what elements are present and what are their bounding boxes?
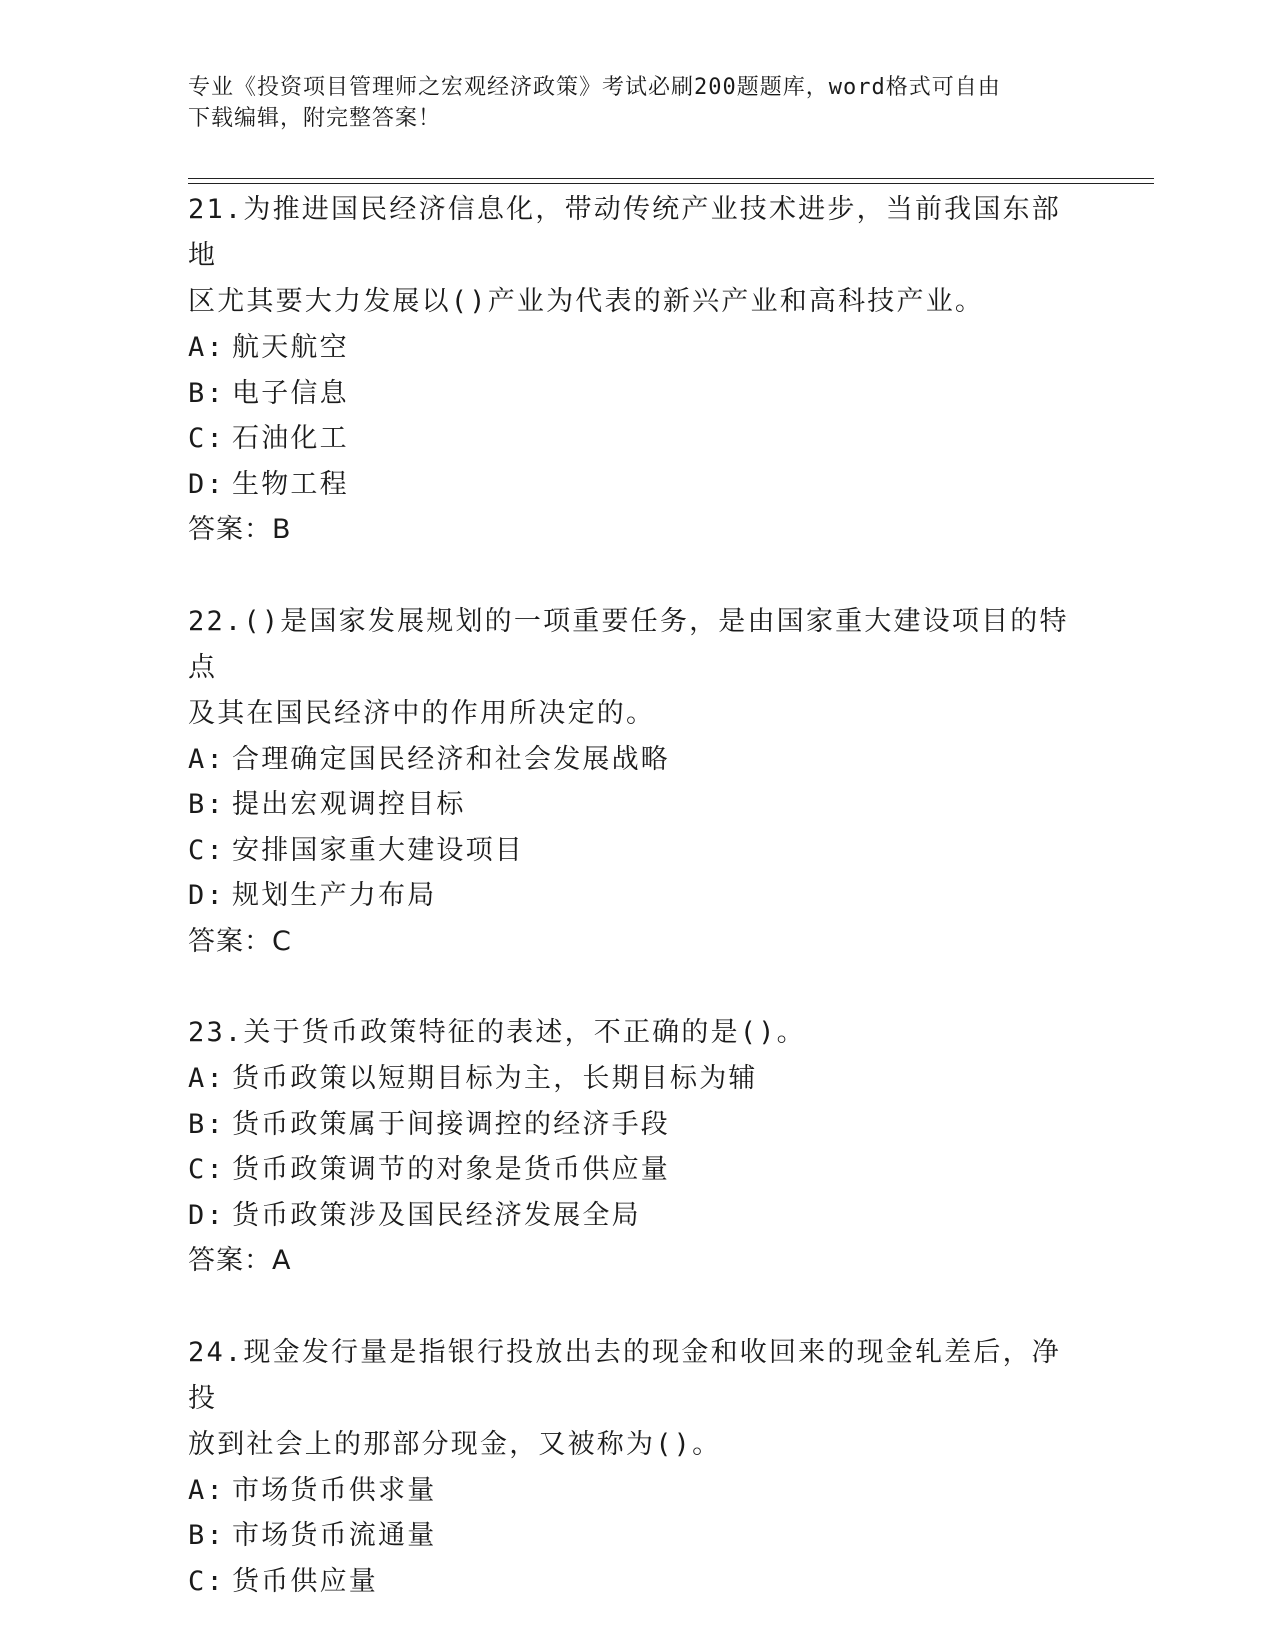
option-letter: D: bbox=[188, 468, 225, 500]
option-text: 货币供应量 bbox=[232, 1565, 378, 1597]
question-stem bbox=[188, 599, 1088, 737]
option-text: 电子信息 bbox=[232, 377, 349, 409]
question-stem-line: 区尤其要大力发展以()产业为代表的新兴产业和高科技产业。 bbox=[188, 286, 985, 317]
answer-line: 答案：C bbox=[188, 925, 292, 957]
option-c bbox=[188, 828, 1088, 874]
option-text: 安排国家重大建设项目 bbox=[232, 834, 524, 866]
question-stem bbox=[188, 187, 1088, 325]
option-c bbox=[188, 416, 1088, 462]
option-text: 石油化工 bbox=[232, 423, 349, 454]
option-letter: D: bbox=[188, 880, 225, 911]
option-text: 生物工程 bbox=[232, 468, 349, 500]
option-c bbox=[188, 1147, 1088, 1193]
option-letter: D: bbox=[188, 1199, 225, 1231]
question-stem-line: 放到社会上的那部分现金，又被称为()。 bbox=[188, 1428, 722, 1460]
option-text: 货币政策属于间接调控的经济手段 bbox=[232, 1108, 670, 1140]
question-22 bbox=[188, 599, 1088, 965]
option-letter: B: bbox=[188, 789, 225, 820]
option-a bbox=[188, 737, 1088, 783]
option-b bbox=[188, 371, 1088, 417]
option-letter: A: bbox=[188, 332, 225, 363]
option-letter: C: bbox=[188, 834, 225, 866]
option-text: 提出宏观调控目标 bbox=[232, 789, 466, 820]
answer-line: 答案：A bbox=[188, 1245, 292, 1276]
question-stem-line: 22.()是国家发展规划的一项重要任务，是由国家重大建设项目的特点 bbox=[188, 605, 1069, 683]
option-letter: C: bbox=[188, 1154, 225, 1185]
header-line-2: 下载编辑，附完整答案！ bbox=[188, 106, 442, 131]
option-a bbox=[188, 1056, 1088, 1102]
header-line-1: 专业《投资项目管理师之宏观经济政策》考试必刷200题题库，word格式可自由 bbox=[188, 75, 1001, 100]
option-letter: A: bbox=[188, 1063, 225, 1094]
option-a bbox=[188, 325, 1088, 371]
header-divider-bottom bbox=[188, 183, 1154, 184]
option-letter: C: bbox=[188, 1565, 225, 1597]
question-stem-line: 23.关于货币政策特征的表述，不正确的是()。 bbox=[188, 1017, 806, 1048]
question-list bbox=[188, 187, 1088, 1650]
option-d bbox=[188, 873, 1088, 919]
option-letter: A: bbox=[188, 743, 225, 775]
document-header bbox=[188, 72, 1088, 134]
option-text: 航天航空 bbox=[232, 332, 349, 363]
option-b bbox=[188, 1102, 1088, 1148]
question-stem-line: 21.为推进国民经济信息化，带动传统产业技术进步，当前我国东部地 bbox=[188, 194, 1061, 271]
option-letter: C: bbox=[188, 423, 225, 454]
question-21 bbox=[188, 187, 1088, 553]
option-c bbox=[188, 1559, 1088, 1605]
option-text: 货币政策调节的对象是货币供应量 bbox=[232, 1154, 670, 1185]
option-d bbox=[188, 1193, 1088, 1239]
option-text: 货币政策涉及国民经济发展全局 bbox=[232, 1199, 641, 1231]
header-divider-top bbox=[188, 178, 1154, 179]
question-stem bbox=[188, 1330, 1088, 1468]
option-text: 规划生产力布局 bbox=[232, 880, 437, 911]
option-text: 市场货币流通量 bbox=[232, 1520, 437, 1551]
option-letter: B: bbox=[188, 1108, 225, 1140]
option-text: 货币政策以短期目标为主，长期目标为辅 bbox=[232, 1063, 758, 1094]
option-letter: B: bbox=[188, 377, 225, 409]
option-text: 合理确定国民经济和社会发展战略 bbox=[232, 743, 670, 775]
option-text: 市场货币供求量 bbox=[232, 1474, 437, 1506]
option-b bbox=[188, 1513, 1088, 1559]
question-23 bbox=[188, 1010, 1088, 1284]
question-24 bbox=[188, 1330, 1088, 1605]
option-d bbox=[188, 462, 1088, 508]
option-letter: A: bbox=[188, 1474, 225, 1506]
answer-line: 答案：B bbox=[188, 514, 292, 545]
question-stem-line: 24.现金发行量是指银行投放出去的现金和收回来的现金轧差后，净投 bbox=[188, 1336, 1061, 1414]
question-stem bbox=[188, 1010, 1088, 1056]
option-b bbox=[188, 782, 1088, 828]
question-stem-line: 及其在国民经济中的作用所决定的。 bbox=[188, 697, 656, 729]
option-a bbox=[188, 1468, 1088, 1514]
option-letter: B: bbox=[188, 1520, 225, 1551]
